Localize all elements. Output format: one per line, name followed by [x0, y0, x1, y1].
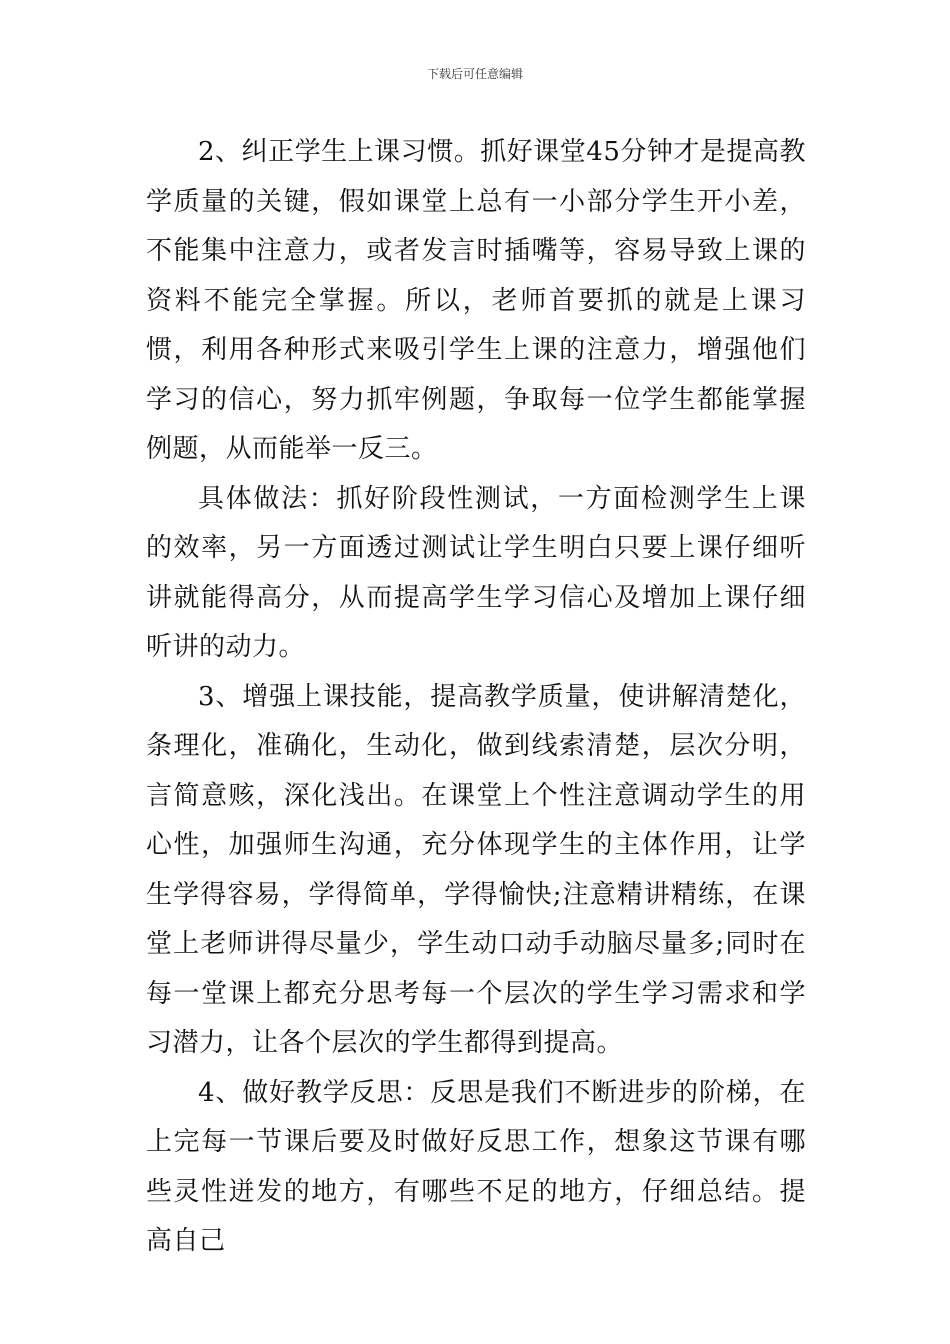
paragraph-item-4: 4、做好教学反思：反思是我们不断进步的阶梯，在上完每一节课后要及时做好反思工作，想象这节课有哪些灵性迸发的地方，有哪些不足的地方，仔细总结。提高自己 [146, 1077, 806, 1256]
paragraph-method: 具体做法：抓好阶段性测试，一方面检测学生上课的效率，另一方面透过测试让学生明白只要上课仔细听讲就能得高分，从而提高学生学习信心及增加上课仔细听讲的动力。 [146, 483, 806, 662]
document-body [146, 128, 806, 1267]
page-header: 下载后可任意编辑 [426, 67, 523, 81]
paragraph-item-2: 2、纠正学生上课习惯。抓好课堂45分钟才是提高教学质量的关键，假如课堂上总有一小部分学生开小差，不能集中注意力，或者发言时插嘴等，容易导致上课的资料不能完全掌握。所以，老师首要抓的就是上课习惯，利用各种形式来吸引学生上课的注意力，增强他们学习的信心，努力抓牢例题，争取每一位学生都能掌握例题，从而能举一反三。 [146, 137, 806, 464]
paragraph-item-3: 3、增强上课技能，提高教学质量，使讲解清楚化，条理化，准确化，生动化，做到线索清楚，层次分明，言简意赅，深化浅出。在课堂上个性注意调动学生的用心性，加强师生沟通，充分体现学生的主体作用，让学生学得容易，学得简单，学得愉快;注意精讲精练，在课堂上老师讲得尽量少，学生动口动手动脑尽量多;同时在每一堂课上都充分思考每一个层次的学生学习需求和学习潜力，让各个层次的学生都得到提高。 [146, 681, 806, 1058]
